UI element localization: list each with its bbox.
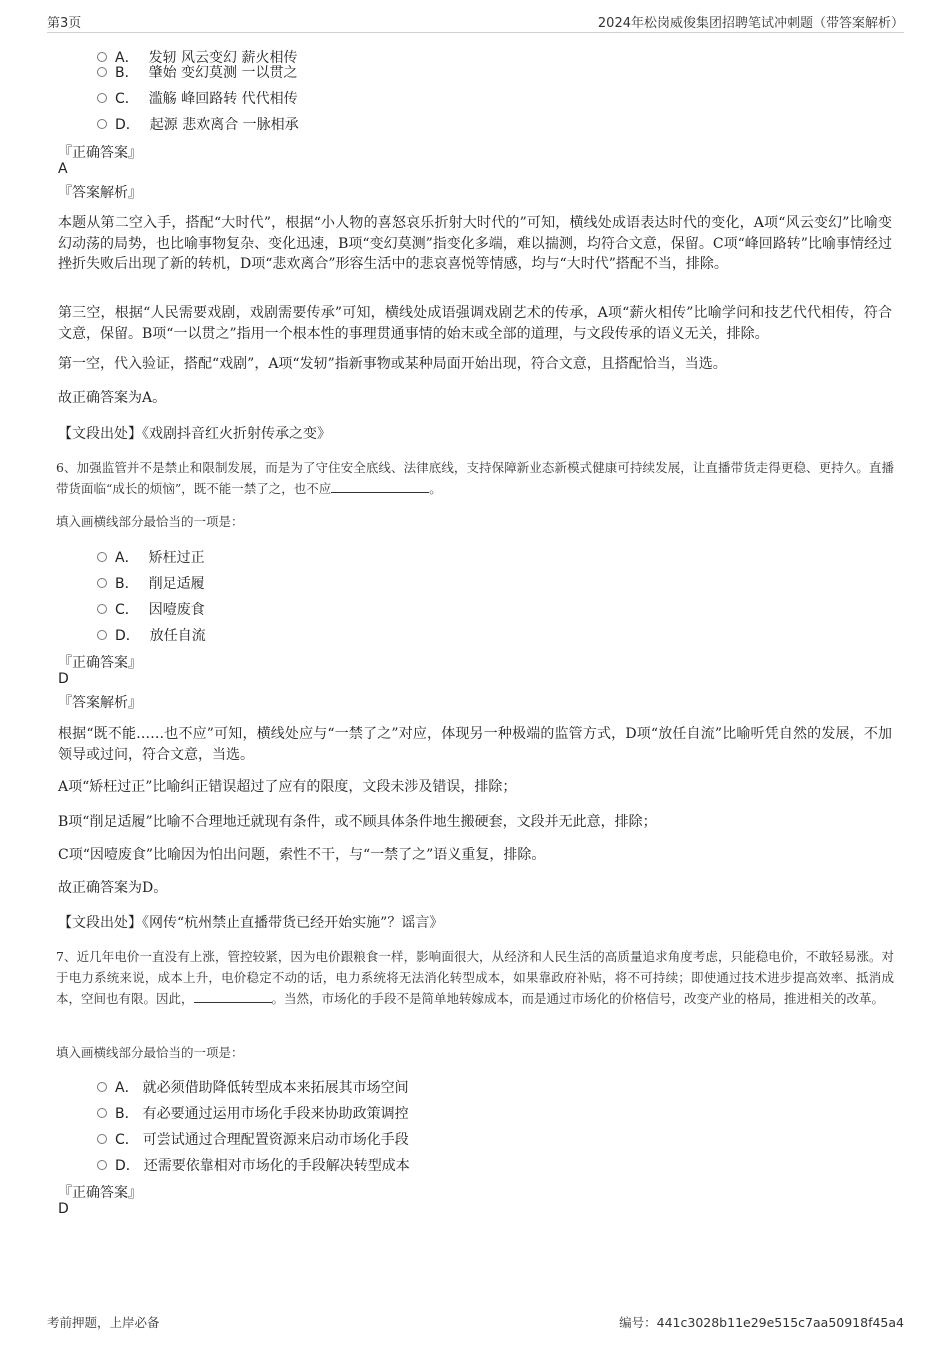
q6-analysis-paragraph: C项“因噎废食”比喻因为怕出问题，索性不干，与“一禁了之”语义重复，排除。 (58, 847, 546, 863)
page-footer (47, 1313, 904, 1331)
q7-prompt: 填入画横线部分最恰当的一项是： (56, 1045, 244, 1060)
q5-analysis-paragraph: 本题从第二空入手，搭配“大时代”，根据“小人物的喜怒哀乐折射大时代的”可知，横线处成语表达时代的变化，A项“风云变幻”比喻变幻动荡的局势，也比喻事物复杂、变化迅速，B项“变幻莫测”指变化多端，难以揣测，均符合文意，保留。C项“峰回路转”比喻事情经过挫折失败后出现了新的转机，D项“悲欢离合”形容生活中的悲哀喜悦等情感，均与“大时代”搭配不当，排除。 (58, 215, 892, 272)
document-title: 2024年松岗威俊集团招聘笔试冲刺题（带答案解析） (597, 16, 904, 31)
q5-option-c[interactable]: C． 滥觞 峰回路转 代代相传 (97, 88, 298, 108)
radio-icon[interactable] (97, 1082, 107, 1092)
q5-option-d[interactable]: D． 起源 悲欢离合 一脉相承 (97, 114, 299, 134)
q6-analysis-label: 『答案解析』 (58, 695, 142, 711)
q6-source: 【文段出处】《网传“杭州禁止直播带货已经开始实施”？谣言》 (58, 915, 444, 931)
radio-icon[interactable] (97, 604, 107, 614)
radio-icon[interactable] (97, 630, 107, 640)
q5-conclusion: 故正确答案为A。 (58, 390, 167, 406)
radio-icon[interactable] (97, 119, 107, 129)
page-header (47, 12, 904, 33)
q7-answer-label: 『正确答案』 (58, 1185, 142, 1201)
radio-icon[interactable] (97, 1134, 107, 1144)
answer-blank (194, 990, 272, 1003)
q6-prompt: 填入画横线部分最恰当的一项是： (56, 514, 244, 529)
q6-option-a[interactable]: A． 矫枉过正 (97, 547, 205, 567)
q6-option-c[interactable]: C． 因噎废食 (97, 599, 205, 619)
q7-option-a[interactable]: A． 就必须借助降低转型成本来拓展其市场空间 (97, 1077, 409, 1097)
radio-icon[interactable] (97, 578, 107, 588)
q5-analysis-paragraph: 第一空，代入验证，搭配“戏剧”，A项“发轫”指新事物或某种局面开始出现，符合文意，且搭配恰当，当选。 (58, 356, 727, 372)
page-number: 第3页 (47, 16, 82, 31)
radio-icon[interactable] (97, 552, 107, 562)
radio-icon[interactable] (97, 52, 107, 62)
q5-option-a[interactable]: A． 发轫 风云变幻 薪火相传 (97, 47, 297, 67)
radio-icon[interactable] (97, 93, 107, 103)
q6-conclusion: 故正确答案为D。 (58, 880, 168, 896)
q7-stem: 7、近几年电价一直没有上涨，管控较紧，因为电价跟粮食一样，影响面很大，从经济和人民生活的高质量追求角度考虑，只能稳电价，不敢轻易涨。对于电力系统来说，成本上升，电价稳定不动的话，电力系统将无法消化转型成本，如果靠政府补贴，将不可持续；即使通过技术进步提高效率、抵消成本，空间也有限。因此， 。当然，市场化的手段不是简单地转嫁成本，而是通过市场化的价格信号，改变产业的格局，推进相关的改革。 (56, 949, 894, 1006)
q6-analysis-paragraph: A项“矫枉过正”比喻纠正错误超过了应有的限度，文段未涉及错误，排除； (58, 779, 517, 795)
q6-answer: D (58, 671, 69, 687)
radio-icon[interactable] (97, 1108, 107, 1118)
q5-answer: A (58, 161, 68, 177)
radio-icon[interactable] (97, 67, 107, 77)
q7-option-d[interactable]: D． 还需要依靠相对市场化的手段解决转型成本 (97, 1155, 410, 1175)
footer-slogan: 考前押题，上岸必备 (47, 1315, 160, 1330)
q7-option-b[interactable]: B． 有必要通过运用市场化手段来协助政策调控 (97, 1103, 409, 1123)
q5-analysis-label: 『答案解析』 (58, 185, 142, 201)
q6-analysis-paragraph: 根据“既不能……也不应”可知，横线处应与“一禁了之”对应，体现另一种极端的监管方式，D项“放任自流”比喻听凭自然的发展，不加领导或过问，符合文意，当选。 (58, 726, 892, 763)
document-id: 编号：441c3028b11e29e515c7aa50918f45a4 (619, 1315, 904, 1330)
q6-option-b[interactable]: B． 削足适履 (97, 573, 205, 593)
q5-analysis-paragraph: 第三空，根据“人民需要戏剧，戏剧需要传承”可知，横线处成语强调戏剧艺术的传承，A项“薪火相传”比喻学问和技艺代代相传，符合文意，保留。B项“一以贯之”指用一个根本性的事理贯通事情的始末或全部的道理，与文段传承的语义无关，排除。 (58, 305, 892, 342)
q7-answer: D (58, 1201, 69, 1217)
q5-option-b[interactable]: B． 肇始 变幻莫测 一以贯之 (97, 62, 298, 82)
q5-answer-label: 『正确答案』 (58, 145, 142, 161)
q7-option-c[interactable]: C． 可尝试通过合理配置资源来启动市场化手段 (97, 1129, 409, 1149)
q6-option-d[interactable]: D． 放任自流 (97, 625, 206, 645)
q6-answer-label: 『正确答案』 (58, 655, 142, 671)
q6-stem: 6、加强监管并不是禁止和限制发展，而是为了守住安全底线、法律底线，支持保障新业态新模式健康可持续发展，让直播带货走得更稳、更持久。直播带货面临“成长的烦恼”，既不能一禁了之，也不应 。 (56, 460, 894, 496)
q6-analysis-paragraph: B项“削足适履”比喻不合理地迁就现有条件，或不顾具体条件地生搬硬套，文段并无此意，排除； (58, 814, 657, 830)
answer-blank (331, 480, 429, 493)
q5-source: 【文段出处】《戏剧抖音红火折射传承之变》 (58, 426, 331, 442)
radio-icon[interactable] (97, 1160, 107, 1170)
